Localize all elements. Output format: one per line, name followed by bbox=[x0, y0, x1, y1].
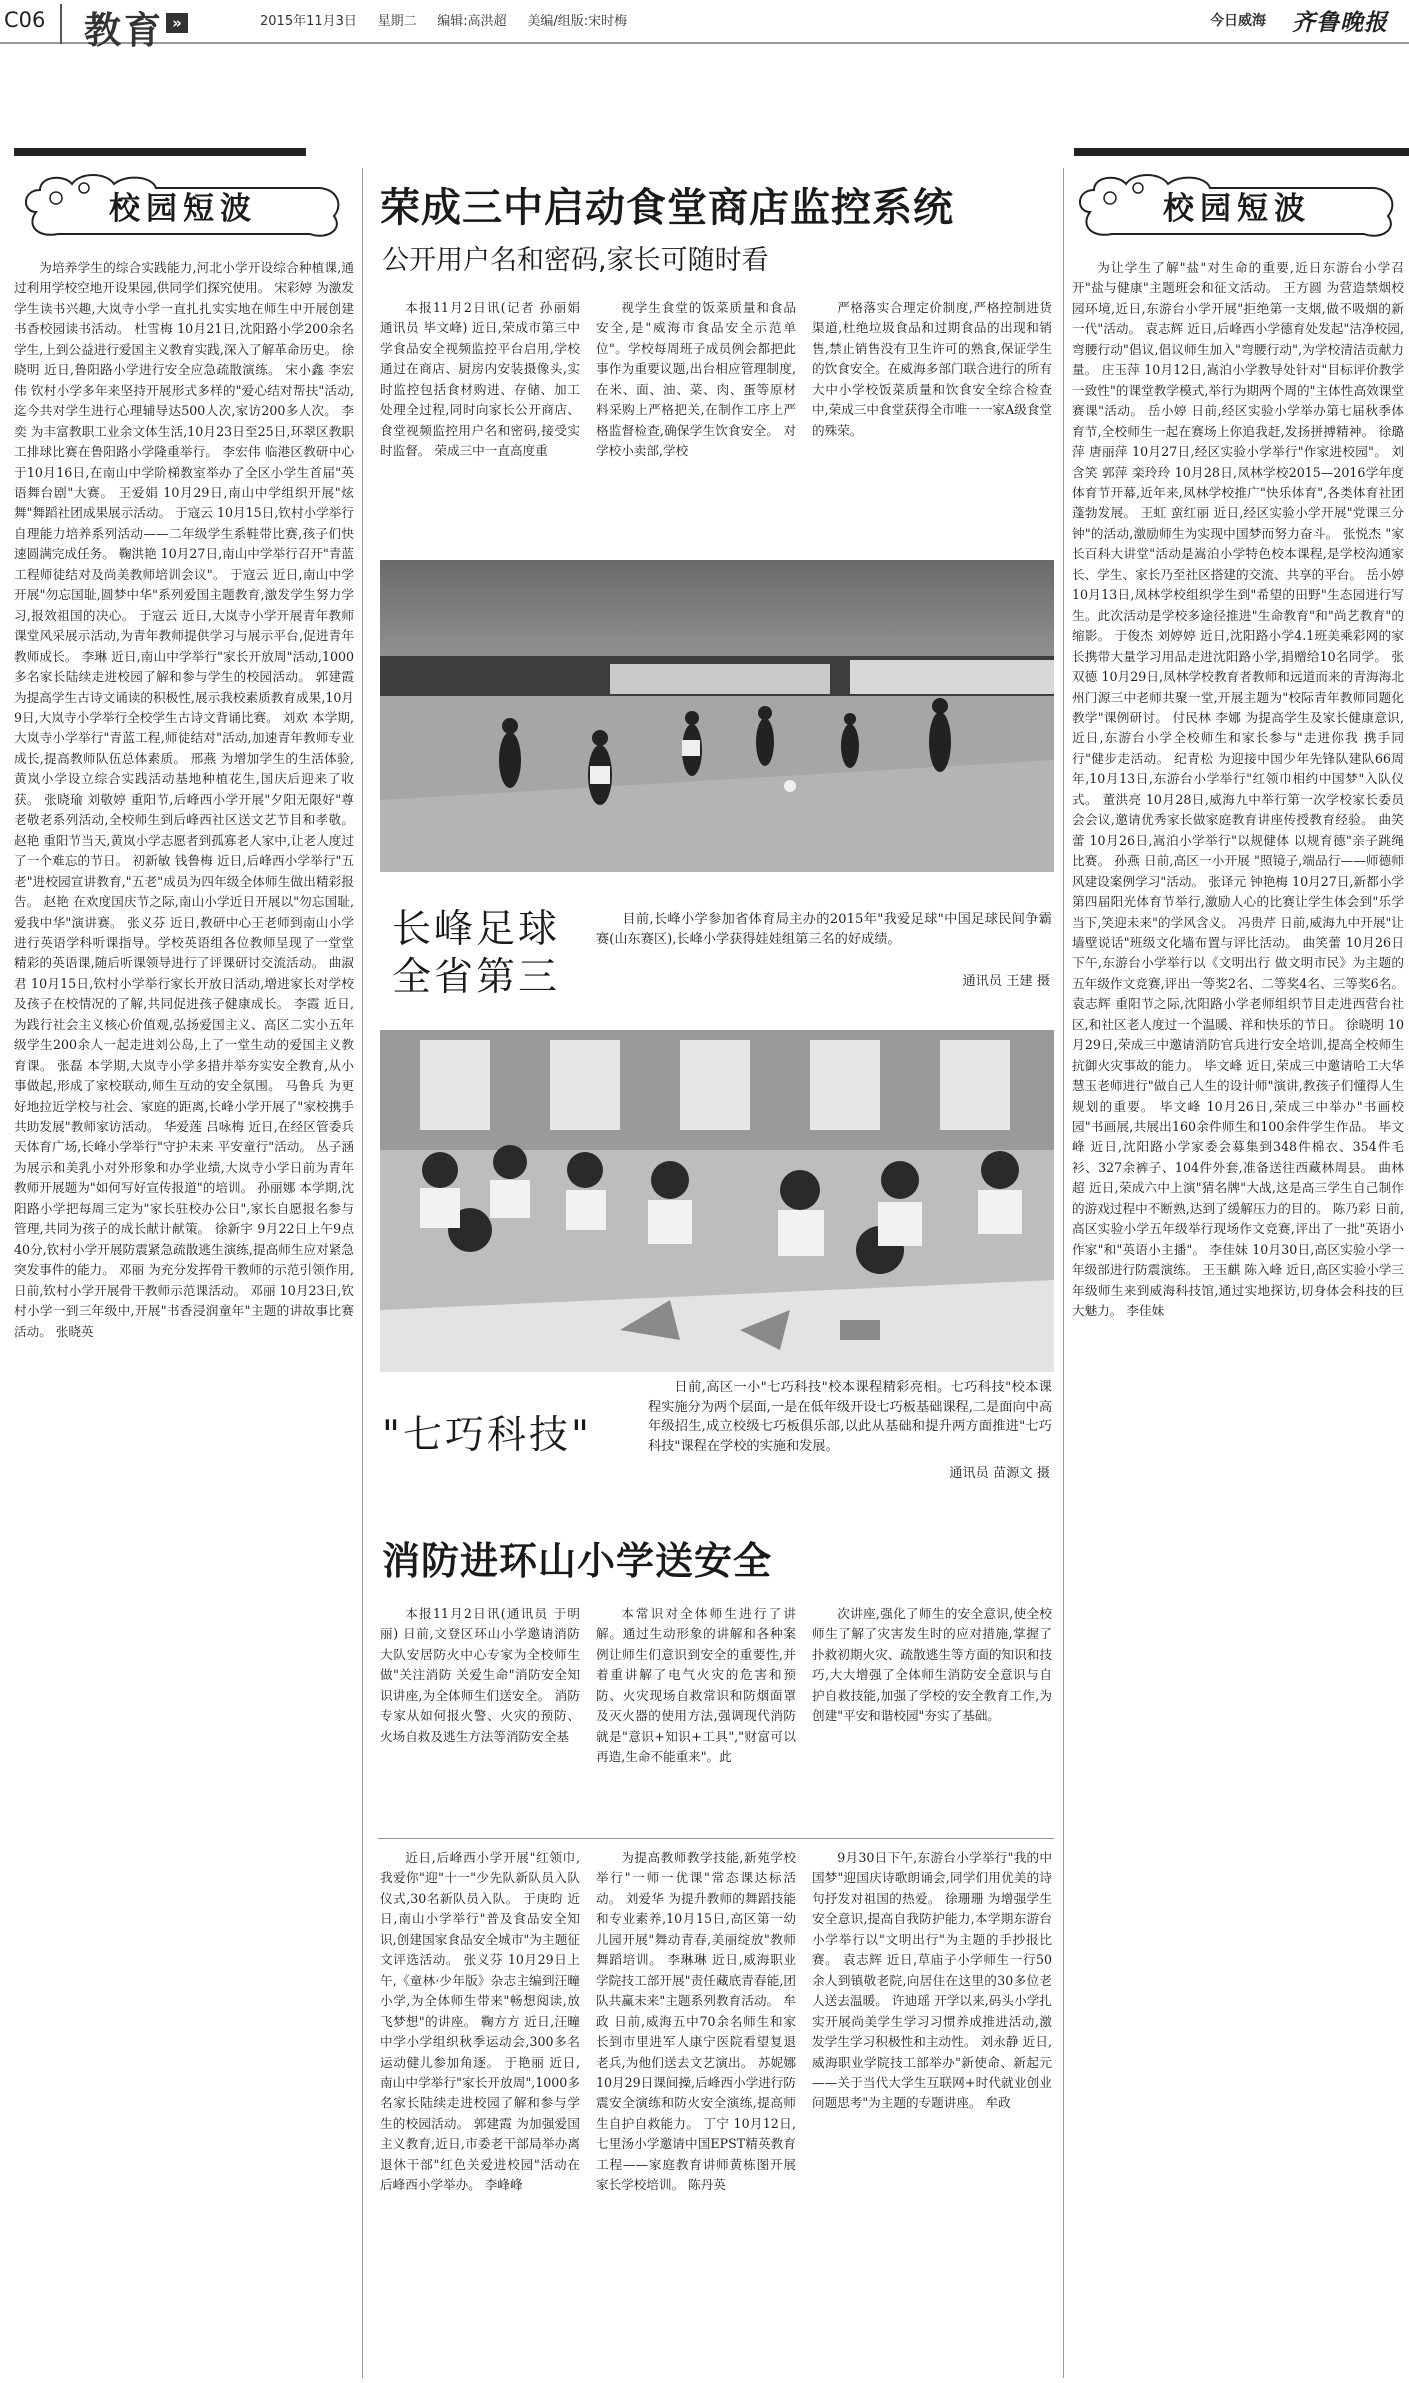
newspaper-logo: 齐鲁晚报 bbox=[1292, 9, 1388, 36]
header-designer: 美编/组版:宋时梅 bbox=[527, 14, 628, 29]
tangram-caption bbox=[648, 1378, 1052, 1462]
fire-headline: 消防进环山小学送安全 bbox=[382, 1539, 773, 1583]
fire-col-3 bbox=[812, 1604, 1052, 1828]
rule-left bbox=[362, 168, 363, 2378]
tangram-title: "七巧科技" bbox=[382, 1413, 592, 1458]
chevron-right-icon: » bbox=[166, 13, 188, 33]
fire-col-3-text: 次讲座,强化了师生的安全意识,使全校师生了解了灾害发生时的应对措施,掌握了扑救初期火灾、疏散逃生等方面的知识和技巧,大大增强了全体师生消防安全意识与自护自救技能,加强了学校的安全教育工作,为创建"平安和谐校园"夯实了基础。 bbox=[812, 1606, 1052, 1724]
grid-col-2 bbox=[596, 1848, 796, 2378]
tangram-photo bbox=[380, 1030, 1054, 1372]
page-header bbox=[0, 0, 1409, 52]
main-col-3-text: 严格落实合理定价制度,严格控制进货渠道,杜绝垃圾食品和过期食品的出现和销售,禁止销售没有卫生许可的熟食,保证学生的饮食安全。在威海多部门联合进行的所有大中小学校饭菜质量和饮食安全综合检查中,荣成三中食堂获得全市唯一一家A级食堂的殊荣。 bbox=[812, 300, 1052, 438]
briefs-title-left: 校园短波 bbox=[109, 190, 257, 227]
left-briefs-text: 为培养学生的综合实践能力,河北小学开设综合种植课,通过利用学校空地开设果园,供同学们探究使用。 宋彩婷 为激发学生读书兴趣,大岚寺小学一直扎扎实实地在师生中开展创建书香校园读书活动。 杜雪梅 10月21日,沈阳路小学200余名学生,上到公益进行爱国主义教育实践,深入了解革命历史。 徐晓明 近日,鲁阳路小学进行安全应急疏散演练。 宋小鑫 李宏伟 钦村小学多年来坚持开展形式多样的"爱心结对帮扶"活动,迄今共对学生进行心理辅导达500人次,家访200多人次。 李奕 为丰富教职工业余文体生活,10月23日至25日,环翠区教职工排球比赛在鲁阳路小学隆重举行。 李宏伟 临港区教研中心于10月16日,在南山中学阶梯教室举办了全区小学生首届"英语舞台剧"大赛。 王爱娟 10月29日,南山中学组织开展"炫舞"舞蹈社团成果展示活动。 于寇云 10月15日,钦村小学举行自理能力培养系列活动——二年级学生系鞋带比赛,孩子们快速圆满完成任务。 鞠洪艳 10月27日,南山中学举行召开"青蓝工程师徒结对及尚美教师培训会议"。 于寇云 近日,南山中学开展"勿忘国耻,圆梦中华"系列爱国主题教育,激发学生努力学习,报效祖国的决心。 于寇云 近日,大岚寺小学开展青年教师课堂风采展示活动,为青年教师提供学习与展示平台,促进青年教师成长。 李琳 近日,南山中学举行"家长开放周"活动,1000多名家长陆续走进校园了解和参与学生的校园活动。 郭建霞 为提高学生古诗文诵读的积极性,展示我校素质教育成果,10月9日,大岚寺小学举行全校学生古诗文背诵比赛。 刘欢 本学期,大岚寺小学举行"青蓝工程,师徒结对"活动,加速青年教师专业成长,提高教师队伍总体素质。 邢燕 为增加学生的生活体验,黄岚小学设立综合实践活动基地种植花生,国庆后迎来了收获。 张晓瑜 刘敬婷 重阳节,后峰西小学开展"夕阳无限好"尊老敬老系列活动,全校师生到后峰西社区送文艺节目和孝敬。 赵艳 重阳节当天,黄岚小学志愿者到孤寡老人家中,让老人度过了一个难忘的节日。 初新敏 钱鲁梅 近日,后峰西小学举行"五老"进校园宣讲教育,"五老"成员为四年级全体师生做出精彩报告。 赵艳 在欢度国庆节之际,南山小学近日开展以"勿忘国耻,爱我中华"演讲赛。 张义芬 近日,教研中心王老师到南山小学进行英语学科听课指导。学校英语组各位教师呈现了一堂堂精彩的英语课,随后听课领导进行了评课研讨交流活动。 曲淑君 10月15日,钦村小学举行家长开放日活动,增进家长对学校及孩子在校情况的了解,共同促进孩子健康成长。 李霞 近日,为践行社会主义核心价值观,弘扬爱国主义、高区二实小五年级学生200余人一起走进刘公岛,上了一堂生动的爱国主义教育课。 张磊 本学期,大岚寺小学多措并举夯实安全教育,从小事做起,形成了家校联动,师生互动的安全氛围。 马鲁兵 为更好地拉近学校与社会、家庭的距离,长峰小学开展了"家校携手 共助发展"教师家访活动。 华爱莲 吕咏梅 近日,在经区管委兵天体育广场,长峰小学举行"守护未来 平安童行"活动。 丛子涵 为展示和美乳小对外形象和办学业绩,大岚寺小学日前为青年教师开展题为"如何写好宣传报道"的培训。 孙丽娜 本学期,沈阳路小学把每周三定为"家长驻校办公日",家长自愿报名参与管理,共同为孩子的成长献计献策。 徐新宇 9月22日上午9点40分,钦村小学开展防震紧急疏散逃生演练,提高师生应对紧急突发事件的能力。 邓丽 为充分发挥骨干教师的示范引领作用,日前,钦村小学开展骨干教师示范课活动。 邓丽 10月23日,钦村小学一到三年级中,开展"书香浸润童年"主题的讲故事比赛活动。 张晓英 bbox=[14, 260, 354, 1339]
briefs-banner-right bbox=[1072, 168, 1402, 242]
football-caption-text: 目前,长峰小学参加省体育局主办的2015年"我爱足球"中国足球民间争霸赛(山东赛区),长峰小学获得娃娃组第三名的好成绩。 bbox=[596, 912, 1052, 947]
fire-bottom-rule bbox=[378, 1838, 1054, 1839]
football-caption bbox=[596, 910, 1052, 974]
fire-col-2-text: 本常识对全体师生进行了讲解。通过生动形象的讲解和各种案例让师生们意识到安全的重要性,并着重讲解了电气火灾的危害和预防、火灾现场自救常识和防烟面罩及灭火器的使用方法,强调现代消防就是"意识+知识+工具","财富可以再造,生命不能重来"。此 bbox=[596, 1606, 796, 1765]
right-briefs-column bbox=[1072, 258, 1404, 2378]
left-briefs-column bbox=[14, 258, 354, 2378]
main-col-1 bbox=[380, 298, 580, 542]
top-rule-right bbox=[1074, 148, 1409, 156]
fire-col-1-text: 本报11月2日讯(通讯员 于明丽) 日前,文登区环山小学邀请消防大队安居防火中心专家为全校师生做"关注消防 关爱生命"消防安全知识讲座,为全体师生们送安全。 消防专家从如何报火警、火灾的预防、火场自救及逃生方法等消防安全基 bbox=[380, 1606, 580, 1744]
header-meta bbox=[260, 10, 627, 29]
top-rule-left bbox=[14, 148, 306, 156]
grid-col-3 bbox=[812, 1848, 1052, 2378]
grid-col-2-text: 为提高教师教学技能,新苑学校举行"一师一优课"常态课达标活动。 刘爱华 为提升教师的舞蹈技能和专业素养,10月15日,高区第一幼儿园开展"舞动青春,美丽绽放"教师舞蹈培训。 李琳琳 近日,威海职业学院技工部开展"责任藏底青春能,团队共赢未来"主题系列教育活动。 牟政 日前,威海五中70余名师生和家长到市里进军人康宁医院看望复退老兵,为他们送去文艺演出。 苏妮娜 10月29日课间操,后峰西小学进行防震安全演练和防火安全演练,提高师生自护自救能力。 丁宁 10月12日,七里汤小学邀请中国EPST精英教育工程——家庭教育讲师黄栋图开展家长学校培训。 陈丹英 bbox=[596, 1850, 796, 2193]
main-col-1-text: 本报11月2日讯(记者 孙丽娟 通讯员 毕文峰) 近日,荣成市第三中学食品安全视频监控平台启用,学校通过在商店、厨房内安装摄像头,实时监控包括食材购进、存储、加工处理全过程,同时向家长公开商店、食堂视频监控用户名和密码,接受实时监督。 荣成三中一直高度重 bbox=[380, 300, 580, 459]
section-title: 教育 bbox=[84, 9, 164, 52]
main-col-2-text: 视学生食堂的饭菜质量和食品安全,是"威海市食品安全示范单位"。学校每周班子成员例会都把此事作为重要议题,出台相应管理制度,在米、面、油、菜、肉、蛋等原材料采购上严格把关,在制作工序上严格监督检查,确保学生饮食安全。 对学校小卖部,学校 bbox=[596, 300, 796, 459]
header-divider bbox=[60, 4, 62, 44]
tangram-caption-text: 日前,高区一小"七巧科技"校本课程精彩亮相。七巧科技"校本课程实施分为两个层面,一是在低年级开设七巧板基础课程,二是面向中高年级招生,成立校级七巧板俱乐部,以此从基础和提升两方面推进"七巧科技"课程在学校的实施和发展。 bbox=[648, 1380, 1053, 1454]
right-briefs-text: 为让学生了解"盐"对生命的重要,近日东游台小学召开"盐与健康"主题班会和征文活动。 王方圆 为营造禁烟校园环境,近日,东游台小学开展"拒绝第一支烟,做不吸烟的新一代"活动。 袁志辉 近日,后峰西小学德育处发起"洁净校园,弯腰行动"倡议,倡议师生加入"弯腰行动",为学校清洁贡献力量。 庄玉萍 10月12日,嵩泊小学教导处针对"目标评价教学一致性"的课堂教学模式,举行为期两个周的"主体性高效课堂赛课"活动。 岳小婷 日前,经区实验小学举办第七届秋季体育节,全校师生一起在赛场上你追我赶,发扬拼搏精神。 徐璐萍 唐丽萍 10月27日,经区实验小学举行"作家进校园"。 刘含笑 郭萍 栾玲玲 10月28日,凤林学校2015—2016学年度体育节开幕,近年来,凤林学校推广"快乐体育",各类体育社团蓬勃发展。 王虹 蛮红丽 近日,经区实验小学开展"党课三分钟"的活动,激励师生为实现中国梦而努力奋斗。 张悦杰 "家长百科大讲堂"活动是嵩泊小学特色校本课程,是学校沟通家长、学生、家长乃至社区搭建的交流、共享的平台。 岳小婷 10月13日,凤林学校组织学生到"希望的田野"生态园进行写生。此次活动是学校多途径推进"生命教育"和"尚艺教育"的缩影。 于俊杰 刘婷婷 近日,沈阳路小学4.1班美乘彩网的家长携带大量学习用品走进沈阳路小学,捐赠给10名同学。 张双德 10月29日,凤林学校教育者教师和远道而来的青海海北州门源三中老师共聚一堂,开展主题为"校际青年教师同题化教学"课例研讨。 付民林 李娜 为提高学生及家长健康意识,近日,东游台小学全校师生和家长参与"走进你我 携手同行"健步走活动。 纪青松 为迎接中国少年先锋队建队66周年,10月13日,东游台小学举行"红领巾相约中国梦"入队仪式。 董洪亮 10月28日,威海九中举行第一次学校家长委员会会议,邀请优秀家长做家庭教育讲座传授教育经验。 曲笑蕾 10月26日,嵩泊小学举行"以规健体 以规育德"亲子跳绳比赛。 孙燕 日前,高区一小开展 "照镜子,端品行——师德师风建设案例学习"活动。 张译元 钟艳梅 10月27日,新都小学第四届阳光体育节举行,激励人心的比赛让学生体会到"乐学当下,笑迎未来"的学风含义。 冯贵芹 日前,威海九中开展"让墙壁说话"班级文化墙布置与评比活动。 曲笑蕾 10月26日下午,东游台小学举行以《文明出行 做文明市民》为主题的五年级作文竞赛,评出一等奖2名、二等奖4名、三等奖6名。 袁志辉 重阳节之际,沈阳路小学老师组织节目走进西营台社区,和社区老人度过一个温暖、祥和快乐的节日。 徐晓明 10月29日,荣成三中邀请消防官兵进行安全培训,提高全校师生抗御火灾事故的能力。 毕文峰 近日,荣成三中邀请哈工大华慧玉老师进行"做自己人生的设计师"演讲,教孩子们懂得人生规划的重要。 毕文峰 10月26日,荣成三中举办"书画校园"书画展,共展出160余件师生和100余件学生作品。 毕文峰 近日,沈阳路小学家委会募集到348件棉衣、354件毛衫、327余裤子、104件外套,准备送往西藏林周县。 曲林超 近日,荣成六中上演"猜名牌"大战,这是高三学生自己制作的游戏过程中不断熟,达到了缓解压力的目的。 陈乃彩 日前,高区实验小学五年级举行现场作文竞赛,评出了一批"英语小作家"和"英语小主播"。 李佳妹 10月30日,高区实验小学一年级部进行防震演练。 王玉麒 陈入峰 近日,高区实验小学三年级师生来到威海科技馆,通过实地探访,切身体会科技的巨大魅力。 李佳妹 bbox=[1072, 260, 1404, 1319]
football-title-1: 长峰足球 bbox=[392, 907, 561, 952]
main-col-2 bbox=[596, 298, 796, 542]
grid-col-3-text: 9月30日下午,东游台小学举行"我的中国梦"迎国庆诗歌朗诵会,同学们用优美的诗句抒发对祖国的热爱。 徐珊珊 为增强学生安全意识,提高自我防护能力,本学期东游台小学举行以"文明出行"为主题的手抄报比赛。 袁志辉 近日,草庙子小学师生一行50余人到镇敬老院,向居住在这里的30多位老人送去温暖。 许迪瑶 开学以来,码头小学扎实开展尚美学生学习习惯养成推进活动,激发学生学习积极性和主动性。 刘永静 近日,威海职业学院技工部举办"新使命、新起元——关于当代大学生互联网+时代就业创业问题思考"为主题的专题讲座。 牟政 bbox=[812, 1850, 1052, 2111]
football-photo bbox=[380, 560, 1054, 872]
briefs-title-right: 校园短波 bbox=[1163, 190, 1311, 227]
football-title-2: 全省第三 bbox=[392, 955, 561, 1000]
fire-col-1 bbox=[380, 1604, 580, 1828]
football-scene-icon bbox=[380, 560, 1054, 872]
header-weekday: 星期二 bbox=[377, 14, 417, 29]
main-headline: 荣成三中启动食堂商店监控系统 bbox=[380, 185, 954, 231]
rule-right bbox=[1063, 168, 1064, 2378]
header-editor: 编辑:高洪超 bbox=[437, 14, 507, 29]
football-credit: 通讯员 王建 摄 bbox=[962, 974, 1050, 989]
main-subhead: 公开用户名和密码,家长可随时看 bbox=[382, 245, 769, 276]
main-col-3 bbox=[812, 298, 1052, 542]
classroom-scene-icon bbox=[380, 1030, 1054, 1372]
briefs-banner-left bbox=[18, 168, 348, 242]
tangram-credit: 通讯员 苗源文 摄 bbox=[949, 1466, 1050, 1481]
grid-col-1-text: 近日,后峰西小学开展"红领巾,我爱你"迎"十一"少先队新队员入队仪式,30名新队员入队。 于庚昀 近日,南山小学举行"普及食品安全知识,创建国家食品安全城市"为主题征文评选活动。 张义芬 10月29日上午,《童林·少年版》杂志主编到汪疃小学,为全体师生带来"畅想阅读,放飞梦想"的讲座。 鞠方方 近日,汪疃中学小学组织秋季运动会,300多名运动健儿参加角逐。 于艳丽 近日,南山中学举行"家长开放周",1000多名家长陆续走进校园了解和参与学生的校园活动。 郭建霞 为加强爱国主义教育,近日,市委老干部局举办离退休干部"红色关爱进校园"活动在后峰西小学举办。 李峰峰 bbox=[380, 1850, 580, 2193]
grid-col-1 bbox=[380, 1848, 580, 2378]
header-date: 2015年11月3日 bbox=[260, 14, 357, 29]
header-column: 今日威海 bbox=[1210, 13, 1266, 29]
page-number: C06 bbox=[4, 8, 46, 32]
fire-col-2 bbox=[596, 1604, 796, 1828]
